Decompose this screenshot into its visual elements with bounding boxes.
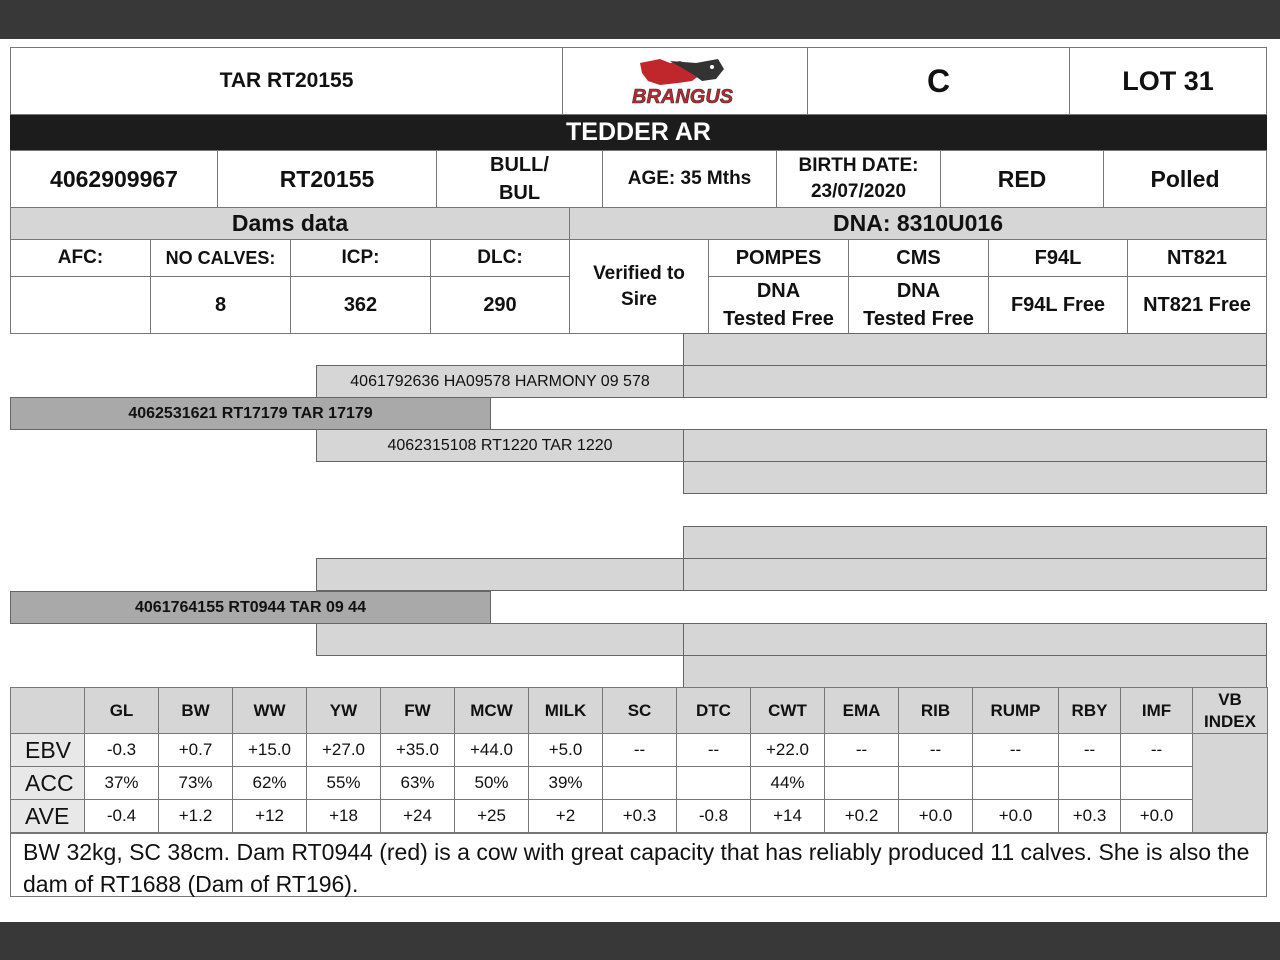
ebv-row-label: EBV bbox=[11, 734, 85, 767]
acc-cell bbox=[677, 767, 751, 800]
ebv-header-cell: IMF bbox=[1121, 688, 1193, 734]
acc-cell: 63% bbox=[381, 767, 455, 800]
pedigree-box bbox=[683, 623, 1267, 656]
acc-cell bbox=[1059, 767, 1121, 800]
ebv-cell: -- bbox=[677, 734, 751, 767]
acc-row-label: ACC bbox=[11, 767, 85, 800]
ebv-header-cell: CWT bbox=[751, 688, 825, 734]
ebv-row bbox=[11, 734, 1268, 767]
tag-number: RT20155 bbox=[217, 150, 437, 208]
ebv-header-cell bbox=[11, 688, 85, 734]
ebv-header-cell: RUMP bbox=[973, 688, 1059, 734]
age: AGE: 35 Mths bbox=[602, 150, 777, 208]
sex bbox=[436, 150, 603, 208]
acc-cell: 37% bbox=[85, 767, 159, 800]
dna-result-line2: Tested Free bbox=[723, 308, 834, 330]
ebv-cell: -- bbox=[603, 734, 677, 767]
top-bar bbox=[0, 0, 1280, 39]
grade: C bbox=[807, 47, 1070, 115]
horn-status: Polled bbox=[1103, 150, 1267, 208]
ebv-header-cell: RBY bbox=[1059, 688, 1121, 734]
ebv-header-cell: VB INDEX bbox=[1193, 688, 1268, 734]
ave-cell: +0.0 bbox=[1121, 800, 1193, 833]
verified-to-sire bbox=[569, 239, 709, 334]
acc-cell bbox=[825, 767, 899, 800]
dna-test-label: POMPES bbox=[708, 239, 849, 277]
ebv-header-cell: BW bbox=[159, 688, 233, 734]
comments: BW 32kg, SC 38cm. Dam RT0944 (red) is a cow with great capacity that has reliably produced 11 calves. She is also the dam of RT1688 (Dam of RT196). bbox=[10, 833, 1267, 897]
pedigree-sire-sire: 4061792636 HA09578 HARMONY 09 578 bbox=[316, 365, 684, 398]
lot-number: LOT 31 bbox=[1069, 47, 1267, 115]
icp-value: 362 bbox=[290, 276, 431, 334]
acc-cell: 55% bbox=[307, 767, 381, 800]
ave-cell: +24 bbox=[381, 800, 455, 833]
animal-name: TEDDER AR bbox=[10, 115, 1267, 150]
ebv-header-cell: GL bbox=[85, 688, 159, 734]
acc-cell: 44% bbox=[751, 767, 825, 800]
pedigree-box bbox=[683, 526, 1267, 559]
dams-data-title: Dams data bbox=[10, 207, 570, 240]
ebv-header-cell: RIB bbox=[899, 688, 973, 734]
dlc-label: DLC: bbox=[430, 239, 570, 277]
sex-line1: BULL/ bbox=[490, 154, 549, 176]
pedigree-sire: 4062531621 RT17179 TAR 17179 bbox=[10, 397, 491, 430]
ebv-cell: +15.0 bbox=[233, 734, 307, 767]
ave-cell: +1.2 bbox=[159, 800, 233, 833]
ebv-cell: -- bbox=[1121, 734, 1193, 767]
acc-cell: 50% bbox=[455, 767, 529, 800]
ebv-header-cell: DTC bbox=[677, 688, 751, 734]
ave-cell: +14 bbox=[751, 800, 825, 833]
pedigree-box bbox=[683, 558, 1267, 591]
ave-cell: +12 bbox=[233, 800, 307, 833]
birth-date bbox=[776, 150, 941, 208]
pedigree-dam-sire bbox=[316, 558, 684, 591]
dna-test-label: F94L bbox=[988, 239, 1128, 277]
dna-test-label: NT821 bbox=[1127, 239, 1267, 277]
dna-test-label: CMS bbox=[848, 239, 989, 277]
ebv-cell: +44.0 bbox=[455, 734, 529, 767]
colour: RED bbox=[940, 150, 1104, 208]
pedigree-dam-dam bbox=[316, 623, 684, 656]
afc-label: AFC: bbox=[10, 239, 151, 277]
dna-test-result: NT821 Free bbox=[1127, 276, 1267, 334]
ebv-header-cell: MILK bbox=[529, 688, 603, 734]
icp-label: ICP: bbox=[290, 239, 431, 277]
verified-line1: Verified to bbox=[593, 262, 685, 284]
afc-value bbox=[10, 276, 151, 334]
dna-title: DNA: 8310U016 bbox=[569, 207, 1267, 240]
ebv-cell: -- bbox=[1059, 734, 1121, 767]
birth-date-value: 23/07/2020 bbox=[810, 181, 907, 202]
acc-row bbox=[11, 767, 1268, 800]
ave-cell: +18 bbox=[307, 800, 381, 833]
dna-test-result bbox=[708, 276, 849, 334]
brangus-logo bbox=[562, 47, 808, 115]
ebv-header-cell: WW bbox=[233, 688, 307, 734]
pedigree-dam: 4061764155 RT0944 TAR 09 44 bbox=[10, 591, 491, 624]
calves-label: NO CALVES: bbox=[150, 239, 291, 277]
ebv-cell: +35.0 bbox=[381, 734, 455, 767]
registration-number: TAR RT20155 bbox=[10, 47, 563, 115]
ebv-cell: +22.0 bbox=[751, 734, 825, 767]
ebv-header-row bbox=[11, 688, 1268, 734]
ebv-table bbox=[10, 687, 1268, 833]
ave-cell: -0.8 bbox=[677, 800, 751, 833]
bull-logo-icon bbox=[600, 53, 770, 109]
ave-row-label: AVE bbox=[11, 800, 85, 833]
acc-cell bbox=[1121, 767, 1193, 800]
acc-cell bbox=[899, 767, 973, 800]
sex-line2: BUL bbox=[498, 182, 541, 204]
ebv-header-cell: SC bbox=[603, 688, 677, 734]
ebv-cell: +5.0 bbox=[529, 734, 603, 767]
ebv-cell: -- bbox=[973, 734, 1059, 767]
verified-line2: Sire bbox=[621, 288, 657, 310]
ebv-header-cell: FW bbox=[381, 688, 455, 734]
dna-result-line2: Tested Free bbox=[863, 308, 974, 330]
pedigree-sire-dam: 4062315108 RT1220 TAR 1220 bbox=[316, 429, 684, 462]
dlc-value: 290 bbox=[430, 276, 570, 334]
ave-cell: +0.0 bbox=[973, 800, 1059, 833]
ebv-header-cell: YW bbox=[307, 688, 381, 734]
acc-cell: 73% bbox=[159, 767, 233, 800]
pedigree-box bbox=[683, 365, 1267, 398]
acc-cell: 62% bbox=[233, 767, 307, 800]
calves-value: 8 bbox=[150, 276, 291, 334]
pedigree-box bbox=[683, 429, 1267, 462]
acc-cell: 39% bbox=[529, 767, 603, 800]
ebv-cell: -- bbox=[825, 734, 899, 767]
ebv-header-cell: EMA bbox=[825, 688, 899, 734]
ave-cell: +0.2 bbox=[825, 800, 899, 833]
birth-date-label: BIRTH DATE: bbox=[798, 155, 919, 176]
ave-row bbox=[11, 800, 1268, 833]
ave-cell: -0.4 bbox=[85, 800, 159, 833]
pedigree-box bbox=[683, 333, 1267, 366]
ebv-cell: -0.3 bbox=[85, 734, 159, 767]
pedigree-box bbox=[683, 655, 1267, 688]
ebv-cell: +0.7 bbox=[159, 734, 233, 767]
ebv-cell: -- bbox=[899, 734, 973, 767]
ebv-cell: +27.0 bbox=[307, 734, 381, 767]
logo-text: BRANGUS bbox=[632, 86, 734, 108]
acc-cell bbox=[603, 767, 677, 800]
bottom-bar bbox=[0, 922, 1280, 960]
dna-test-result bbox=[848, 276, 989, 334]
ave-cell: +0.3 bbox=[603, 800, 677, 833]
ident-number: 4062909967 bbox=[10, 150, 218, 208]
ave-cell: +2 bbox=[529, 800, 603, 833]
dna-result-line1: DNA bbox=[896, 280, 941, 302]
ave-cell: +0.3 bbox=[1059, 800, 1121, 833]
dna-test-result: F94L Free bbox=[988, 276, 1128, 334]
acc-cell bbox=[973, 767, 1059, 800]
ave-cell: +0.0 bbox=[899, 800, 973, 833]
dna-result-line1: DNA bbox=[756, 280, 801, 302]
vb-index-value bbox=[1193, 734, 1268, 833]
pedigree-box bbox=[683, 461, 1267, 494]
ave-cell: +25 bbox=[455, 800, 529, 833]
ebv-header-cell: MCW bbox=[455, 688, 529, 734]
